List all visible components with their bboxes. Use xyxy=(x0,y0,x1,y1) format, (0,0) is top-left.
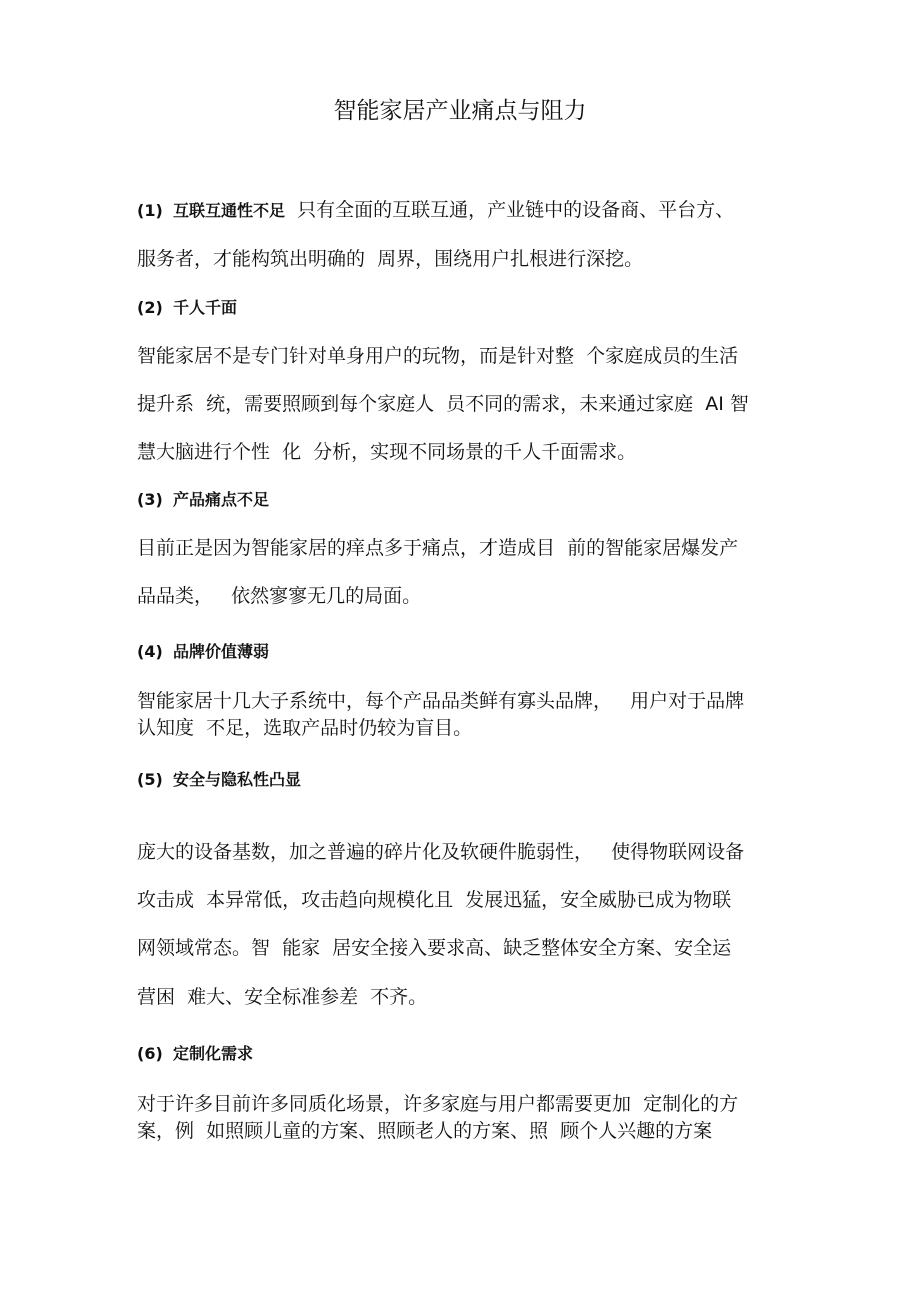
section-1-heading xyxy=(137,201,285,220)
section-3-heading xyxy=(137,488,269,512)
section-4-line-1: 智能家居十几大子系统中，每个产品品类鲜有寡头品牌， 用户对于品牌 xyxy=(137,690,745,712)
section-1-title: 互联互通性不足 xyxy=(173,201,286,220)
section-2-line-3: 慧大脑进行个性 化 分析，实现不同场景的千人千面需求。 xyxy=(137,441,637,463)
section-6-line-2: 案，例 如照顾儿童的方案、照顾老人的方案、照 顾个人兴趣的方案 xyxy=(137,1120,713,1142)
section-2-heading xyxy=(137,296,237,320)
section-5-number: (5) xyxy=(137,770,163,789)
section-3-title: 产品痛点不足 xyxy=(173,490,270,509)
section-6-heading xyxy=(137,1042,253,1066)
section-5-title: 安全与隐私性凸显 xyxy=(173,770,302,789)
section-1-first-line xyxy=(137,196,797,225)
section-4-heading xyxy=(137,640,269,664)
section-1-line-1: 只有全面的互联互通，产业链中的设备商、平台方、 xyxy=(297,199,735,221)
section-5-line-4: 营困 难大、安全标准参差 不齐。 xyxy=(137,986,428,1008)
section-1-number: (1) xyxy=(137,201,163,220)
section-6-number: (6) xyxy=(137,1044,163,1063)
section-5-line-2: 攻击成 本异常低，攻击趋向规模化且 发展迅猛，安全威胁已成为物联 xyxy=(137,889,732,911)
section-4-number: (4) xyxy=(137,642,163,661)
section-5-heading xyxy=(137,768,301,792)
section-2-line-1: 智能家居不是专门针对单身用户的玩物，而是针对整 个家庭成员的生活 xyxy=(137,345,739,367)
section-4-title: 品牌价值薄弱 xyxy=(173,642,270,661)
section-5-line-3: 网领域常态。智 能家 居安全接入要求高、缺乏整体安全方案、安全运 xyxy=(137,937,732,959)
section-6-title: 定制化需求 xyxy=(173,1044,254,1063)
section-4-line-2: 认知度 不足，选取产品时仍较为盲目。 xyxy=(137,717,473,739)
section-5-line-1: 庞大的设备基数，加之普遍的碎片化及软硬件脆弱性， 使得物联网设备 xyxy=(137,841,745,863)
section-3-line-2: 品品类， 依然寥寥无几的局面。 xyxy=(137,585,422,607)
section-3-number: (3) xyxy=(137,490,163,509)
section-3-line-1: 目前正是因为智能家居的痒点多于痛点，才造成目 前的智能家居爆发产 xyxy=(137,537,739,559)
section-6-line-1: 对于许多目前许多同质化场景，许多家庭与用户都需要更加 定制化的方 xyxy=(137,1093,739,1115)
document-title: 智能家居产业痛点与阻力 xyxy=(333,98,587,124)
section-2-number: (2) xyxy=(137,298,163,317)
section-2-line-2: 提升系 统，需要照顾到每个家庭人 员不同的需求，未来通过家庭 AI 智 xyxy=(137,393,749,415)
section-1-line-2: 服务者，才能构筑出明确的 周界，围绕用户扎根进行深挖。 xyxy=(137,248,644,270)
section-2-title: 千人千面 xyxy=(173,298,238,317)
